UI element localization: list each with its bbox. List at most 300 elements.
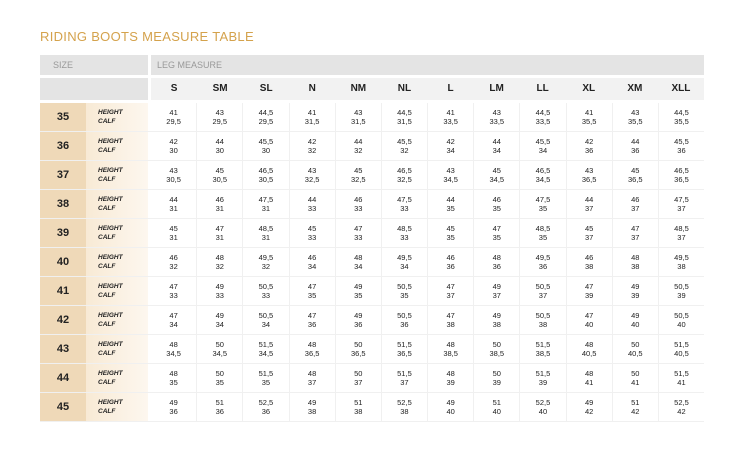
size-cell: 44 [40,364,86,392]
calf-value: 37 [400,378,409,387]
calf-value: 35 [538,233,548,242]
height-value: 44 [354,136,363,146]
table-header-columns [40,78,704,100]
measure-cell [381,364,427,392]
measure-cell [658,161,704,189]
measure-cell [381,161,427,189]
measure-cell [242,335,288,363]
height-value: 52,5 [397,397,412,407]
calf-value: 33 [354,233,363,242]
measure-cell [612,364,658,392]
table-row [40,161,704,190]
column-header-xl: XL [582,83,596,94]
measure-cell [566,364,612,392]
height-value: 44 [584,194,594,204]
calf-value: 36,5 [581,175,597,184]
row-cells [151,248,704,276]
measure-cell [381,190,427,218]
calf-value: 32 [169,262,178,271]
height-value: 49 [354,281,363,291]
height-value: 45,5 [535,136,551,146]
measure-cell [473,132,519,160]
height-value: 51,5 [397,368,412,378]
calf-value: 35 [169,378,178,387]
height-value: 51 [354,397,363,407]
measure-cell [473,277,519,305]
measure-cell [473,190,519,218]
calf-label: CALF [98,292,116,299]
calf-value: 34 [354,262,363,271]
height-value: 41 [169,107,178,117]
height-value: 47,5 [674,194,689,204]
height-value: 51 [631,397,640,407]
measure-cell [289,393,335,421]
measure-cell [519,393,565,421]
calf-value: 33 [400,233,409,242]
calf-value: 36 [631,146,640,155]
height-value: 49 [215,310,224,320]
height-value: 47 [215,223,224,233]
calf-value: 32,5 [397,175,412,184]
measure-cell [612,161,658,189]
measure-cell [381,132,427,160]
calf-value: 40 [631,320,640,329]
height-value: 50,5 [258,310,274,320]
calf-value: 33 [261,291,271,300]
calf-value: 35 [538,204,548,213]
measure-cell [658,306,704,334]
measure-cell [151,364,196,392]
height-value: 44 [492,136,501,146]
height-value: 52,5 [258,397,274,407]
size-cell: 41 [40,277,86,305]
calf-value: 29,5 [166,117,181,126]
calf-value: 31 [261,204,271,213]
height-value: 50 [492,368,501,378]
row-labels [86,161,148,189]
measure-cell [427,103,473,131]
calf-value: 35,5 [628,117,643,126]
height-value: 48 [354,252,363,262]
table-row [40,248,704,277]
height-value: 50 [354,368,363,378]
calf-value: 31 [215,204,224,213]
table-row [40,306,704,335]
height-value: 45 [354,165,363,175]
height-value: 44,5 [674,107,689,117]
calf-value: 34 [538,146,548,155]
height-label: HEIGHT [98,109,123,116]
calf-value: 36 [492,262,501,271]
column-header-lm: LM [489,83,504,94]
calf-value: 37 [446,291,455,300]
height-value: 49 [307,397,317,407]
calf-value: 35 [446,204,455,213]
height-value: 49 [584,397,594,407]
column-header-nm: NM [350,83,367,94]
height-label: HEIGHT [98,341,123,348]
measure-cell [242,132,288,160]
calf-value: 41 [631,378,640,387]
measure-cell [658,132,704,160]
leg-measure-header: LEG MEASURE [151,55,704,75]
calf-value: 37 [677,204,686,213]
row-labels [86,393,148,421]
height-value: 50,5 [674,310,689,320]
height-label: HEIGHT [98,399,123,406]
calf-value: 31 [169,204,178,213]
height-value: 51,5 [535,368,551,378]
measure-cell [289,335,335,363]
height-label: HEIGHT [98,283,123,290]
measure-cell [242,306,288,334]
column-header-s: S [170,83,178,94]
calf-value: 38 [307,407,317,416]
measure-cell [658,364,704,392]
height-value: 48 [446,368,455,378]
size-cell: 37 [40,161,86,189]
measure-cell [566,306,612,334]
height-value: 47 [446,310,455,320]
measure-cell [196,190,242,218]
size-header: SIZE [40,55,148,75]
height-value: 51,5 [258,368,274,378]
measure-cell [289,103,335,131]
calf-value: 42 [584,407,594,416]
measure-cell [519,132,565,160]
calf-value: 30 [261,146,271,155]
measure-cell [427,161,473,189]
calf-value: 30,5 [166,175,181,184]
table-header-top [40,55,704,75]
size-cell: 39 [40,219,86,247]
calf-value: 40,5 [674,349,689,358]
measure-cell [335,132,381,160]
height-value: 42 [169,136,178,146]
row-labels [86,306,148,334]
measure-cell [196,103,242,131]
height-value: 45 [584,223,594,233]
calf-value: 36,5 [304,349,320,358]
calf-value: 40 [677,320,686,329]
height-value: 48 [215,252,224,262]
row-labels [86,364,148,392]
measure-cell [427,248,473,276]
height-value: 43 [631,107,640,117]
measure-cell [658,219,704,247]
calf-value: 35,5 [581,117,597,126]
calf-value: 39 [584,291,594,300]
calf-value: 38 [677,262,686,271]
row-labels [86,277,148,305]
height-value: 49,5 [258,252,274,262]
calf-value: 30 [215,146,224,155]
height-value: 48 [492,252,501,262]
calf-value: 31,5 [397,117,412,126]
measure-cell [473,306,519,334]
height-value: 48,5 [397,223,412,233]
height-value: 46 [169,252,178,262]
calf-value: 32 [307,146,317,155]
calf-value: 36,5 [350,349,366,358]
height-value: 45 [446,223,455,233]
measure-cell [151,393,196,421]
height-value: 44 [631,136,640,146]
height-value: 45 [631,165,640,175]
measure-cell [151,190,196,218]
column-header-n: N [308,83,316,94]
measure-cell [612,103,658,131]
calf-label: CALF [98,234,116,241]
measure-cell [473,335,519,363]
height-value: 46 [584,252,594,262]
measure-cell [196,306,242,334]
height-label: HEIGHT [98,196,123,203]
height-label: HEIGHT [98,370,123,377]
row-cells [151,190,704,218]
measure-cell [658,335,704,363]
height-value: 44 [215,136,224,146]
calf-label: CALF [98,263,116,270]
calf-value: 30,5 [212,175,228,184]
calf-value: 40 [584,320,594,329]
height-value: 50,5 [535,281,551,291]
table-row [40,132,704,161]
calf-value: 37 [677,233,686,242]
calf-value: 39 [446,378,455,387]
height-value: 42 [307,136,317,146]
calf-value: 31 [169,233,178,242]
measure-cell [427,306,473,334]
calf-value: 33 [354,204,363,213]
height-value: 49,5 [674,252,689,262]
height-value: 41 [307,107,317,117]
height-value: 44 [307,194,317,204]
row-cells [151,364,704,392]
calf-value: 34,5 [443,175,458,184]
measure-cell [658,277,704,305]
size-cell: 35 [40,103,86,131]
calf-value: 35 [492,233,501,242]
calf-value: 35 [307,291,317,300]
measure-cell [519,364,565,392]
table-row [40,103,704,132]
measure-cell [289,306,335,334]
row-labels [86,132,148,160]
height-value: 48 [169,368,178,378]
calf-value: 36 [400,320,409,329]
measure-cell [566,190,612,218]
measure-cell [289,161,335,189]
calf-value: 36 [307,320,317,329]
table-row [40,277,704,306]
height-value: 44,5 [397,107,412,117]
table-row [40,393,704,422]
height-value: 49 [631,310,640,320]
calf-value: 38 [354,407,363,416]
calf-value: 37 [584,233,594,242]
measure-cell [473,219,519,247]
measure-cell [289,364,335,392]
measure-cell [612,277,658,305]
height-value: 46 [354,194,363,204]
measure-cell [335,364,381,392]
calf-value: 34 [215,320,224,329]
calf-value: 37 [631,204,640,213]
height-value: 50,5 [674,281,689,291]
measure-cell [242,103,288,131]
measure-cell [196,393,242,421]
measure-cell [612,335,658,363]
height-value: 46,5 [397,165,412,175]
measure-cell [612,248,658,276]
height-value: 51,5 [535,339,551,349]
calf-value: 34,5 [212,349,228,358]
measure-cell [566,248,612,276]
row-cells [151,306,704,334]
calf-value: 34,5 [535,175,551,184]
calf-value: 37 [307,378,317,387]
measure-cell [381,306,427,334]
height-value: 46 [446,252,455,262]
calf-value: 33,5 [489,117,505,126]
measure-cell [612,219,658,247]
height-value: 48 [584,339,594,349]
height-value: 50 [215,368,224,378]
height-value: 45,5 [674,136,689,146]
calf-value: 38 [538,320,548,329]
calf-value: 32 [261,262,271,271]
calf-value: 34 [400,262,409,271]
measure-cell [381,219,427,247]
size-cell: 45 [40,393,86,421]
calf-value: 33 [307,233,317,242]
calf-value: 32 [400,146,409,155]
measure-cell [335,277,381,305]
measure-cell [612,190,658,218]
height-value: 47 [631,223,640,233]
height-value: 49,5 [397,252,412,262]
measure-cell [242,161,288,189]
measure-cell [473,248,519,276]
height-value: 43 [169,165,178,175]
calf-label: CALF [98,147,116,154]
calf-value: 34 [261,320,271,329]
height-value: 49 [354,310,363,320]
height-value: 48,5 [674,223,689,233]
table-row [40,364,704,393]
measure-cell [196,219,242,247]
calf-value: 30,5 [258,175,274,184]
height-value: 51 [492,397,501,407]
measure-cell [566,103,612,131]
height-value: 48 [307,339,317,349]
row-cells [151,161,704,189]
calf-value: 36 [354,320,363,329]
table-row [40,190,704,219]
measure-cell [427,335,473,363]
measure-cell [519,190,565,218]
measure-cell [196,248,242,276]
height-value: 44 [446,194,455,204]
height-value: 45,5 [397,136,412,146]
calf-value: 39 [677,291,686,300]
calf-value: 42 [631,407,640,416]
measure-cell [612,306,658,334]
calf-value: 36 [261,407,271,416]
calf-value: 36,5 [674,175,689,184]
calf-value: 38,5 [489,349,505,358]
measure-cell [612,393,658,421]
height-value: 46 [307,252,317,262]
measure-cell [566,335,612,363]
height-value: 50,5 [258,281,274,291]
height-value: 43 [307,165,317,175]
measure-cell [335,393,381,421]
measure-cell [519,335,565,363]
height-value: 47 [584,310,594,320]
height-value: 48 [307,368,317,378]
measure-cell [519,306,565,334]
calf-value: 36 [169,407,178,416]
height-value: 43 [354,107,363,117]
measure-cell [381,248,427,276]
calf-value: 32 [215,262,224,271]
height-value: 47,5 [397,194,412,204]
height-label: HEIGHT [98,225,123,232]
height-value: 47 [307,281,317,291]
calf-value: 36,5 [397,349,412,358]
height-value: 48 [631,252,640,262]
height-label: HEIGHT [98,167,123,174]
table-row [40,335,704,364]
height-value: 49 [492,310,501,320]
measure-cell [381,335,427,363]
calf-value: 39 [631,291,640,300]
calf-value: 41 [677,378,686,387]
calf-value: 33 [400,204,409,213]
height-value: 47 [354,223,363,233]
height-value: 45 [307,223,317,233]
height-value: 47 [492,223,501,233]
calf-value: 34 [492,146,501,155]
height-value: 47 [584,281,594,291]
height-value: 44,5 [258,107,274,117]
calf-value: 29,5 [258,117,274,126]
row-cells [151,219,704,247]
measure-cell [335,248,381,276]
header-blank [40,78,148,100]
measure-cell [427,190,473,218]
measure-cell [335,219,381,247]
calf-value: 36 [446,262,455,271]
column-headers [151,78,704,100]
measure-cell [519,161,565,189]
calf-value: 35 [492,204,501,213]
column-header-sl: SL [259,83,273,94]
height-value: 45 [215,165,224,175]
calf-value: 31,5 [350,117,366,126]
measure-cell [196,277,242,305]
measure-cell [242,248,288,276]
height-value: 52,5 [674,397,689,407]
row-labels [86,190,148,218]
height-value: 47,5 [535,194,551,204]
calf-value: 40 [538,407,548,416]
measure-cell [151,277,196,305]
height-value: 47 [307,310,317,320]
calf-value: 36,5 [628,175,643,184]
